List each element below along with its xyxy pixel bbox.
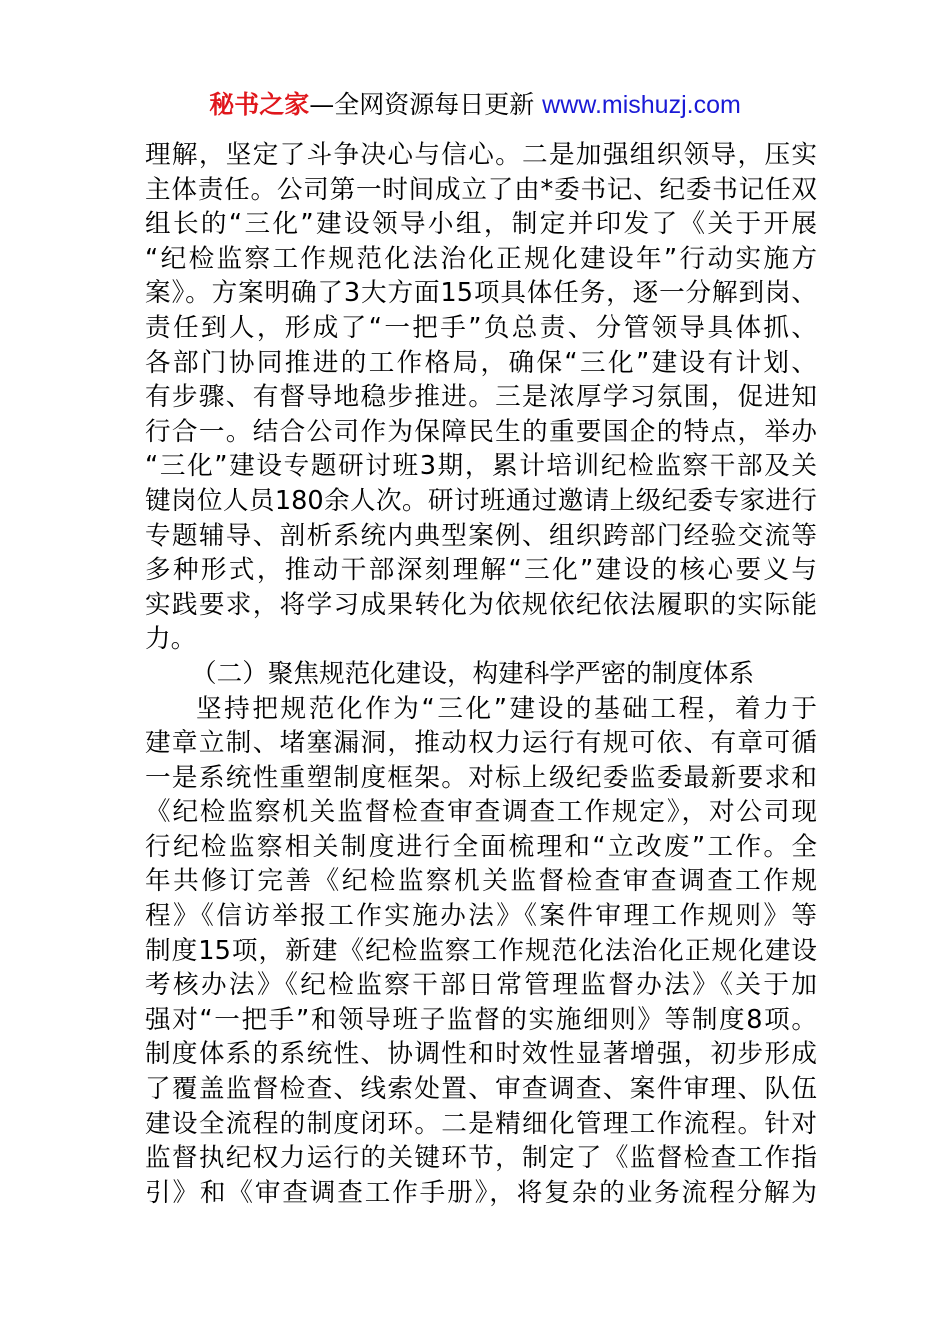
brand-name: 秘书之家: [209, 90, 310, 119]
header-tagline: —全网资源每日更新: [309, 90, 543, 119]
text-line: 主体责任。公司第一时间成立了由*委书记、纪委书记任双: [145, 174, 817, 205]
text-line: “三化”建设专题研讨班3期，累计培训纪检监察干部及关: [145, 451, 817, 482]
text-line: 建章立制、堵塞漏洞，推动权力运行有规可依、有章可循: [145, 728, 817, 759]
section-heading: （二）聚焦规范化建设，构建科学严密的制度体系: [191, 658, 755, 689]
text-line: 了覆盖监督检查、线索处置、审查调查、案件审理、队伍: [145, 1074, 817, 1105]
text-line: 强对“一把手”和领导班子监督的实施细则》等制度8项。: [145, 1004, 817, 1035]
text-line: 考核办法》《纪检监察干部日常管理监督办法》《关于加: [145, 970, 817, 1001]
text-line: 多种形式，推动干部深刻理解“三化”建设的核心要义与: [145, 555, 817, 586]
text-line: 监督执纪权力运行的关键环节，制定了《监督检查工作指: [145, 1143, 817, 1174]
text-line: 引》和《审查调查工作手册》，将复杂的业务流程分解为: [145, 1177, 817, 1208]
text-line: 年共修订完善《纪检监察机关监督检查审查调查工作规: [145, 866, 817, 897]
text-line: 行合一。结合公司作为保障民生的重要国企的特点，举办: [145, 416, 817, 447]
text-line: 《纪检监察机关监督检查审查调查工作规定》，对公司现: [145, 797, 817, 828]
text-line: 制度体系的系统性、协调性和时效性显著增强，初步形成: [145, 1039, 817, 1070]
text-line: 力。: [145, 624, 197, 655]
page-header: [0, 88, 950, 122]
text-line: 组长的“三化”建设领导小组，制定并印发了《关于开展: [145, 209, 817, 240]
text-line: 键岗位人员180余人次。研讨班通过邀请上级纪委专家进行: [145, 485, 817, 516]
text-line: 专题辅导、剖析系统内典型案例、组织跨部门经验交流等: [145, 520, 817, 551]
text-line: 建设全流程的制度闭环。二是精细化管理工作流程。针对: [145, 1108, 817, 1139]
text-line: 责任到人，形成了“一把手”负总责、分管领导具体抓、: [145, 312, 817, 343]
text-line: 程》《信访举报工作实施办法》《案件审理工作规则》等: [145, 901, 817, 932]
text-line: 制度15项，新建《纪检监察工作规范化法治化正规化建设: [145, 935, 817, 966]
text-line: 各部门协同推进的工作格局，确保“三化”建设有计划、: [145, 347, 817, 378]
text-line: 实践要求，将学习成果转化为依规依纪依法履职的实际能: [145, 589, 817, 620]
website-url[interactable]: www.mishuzj.com: [542, 91, 741, 119]
document-body: [145, 138, 817, 1210]
text-line: 行纪检监察相关制度进行全面梳理和“立改废”工作。全: [145, 831, 817, 862]
text-line: “纪检监察工作规范化法治化正规化建设年”行动实施方: [145, 243, 817, 274]
text-line: 理解，坚定了斗争决心与信心。二是加强组织领导，压实: [145, 140, 817, 170]
text-line: 案》。方案明确了3大方面15项具体任务，逐一分解到岗、: [145, 278, 817, 309]
text-line: 一是系统性重塑制度框架。对标上级纪委监委最新要求和: [145, 762, 817, 793]
text-line: 有步骤、有督导地稳步推进。三是浓厚学习氛围，促进知: [145, 382, 817, 413]
paragraph-first-line: 坚持把规范化作为“三化”建设的基础工程，着力于: [196, 693, 817, 724]
